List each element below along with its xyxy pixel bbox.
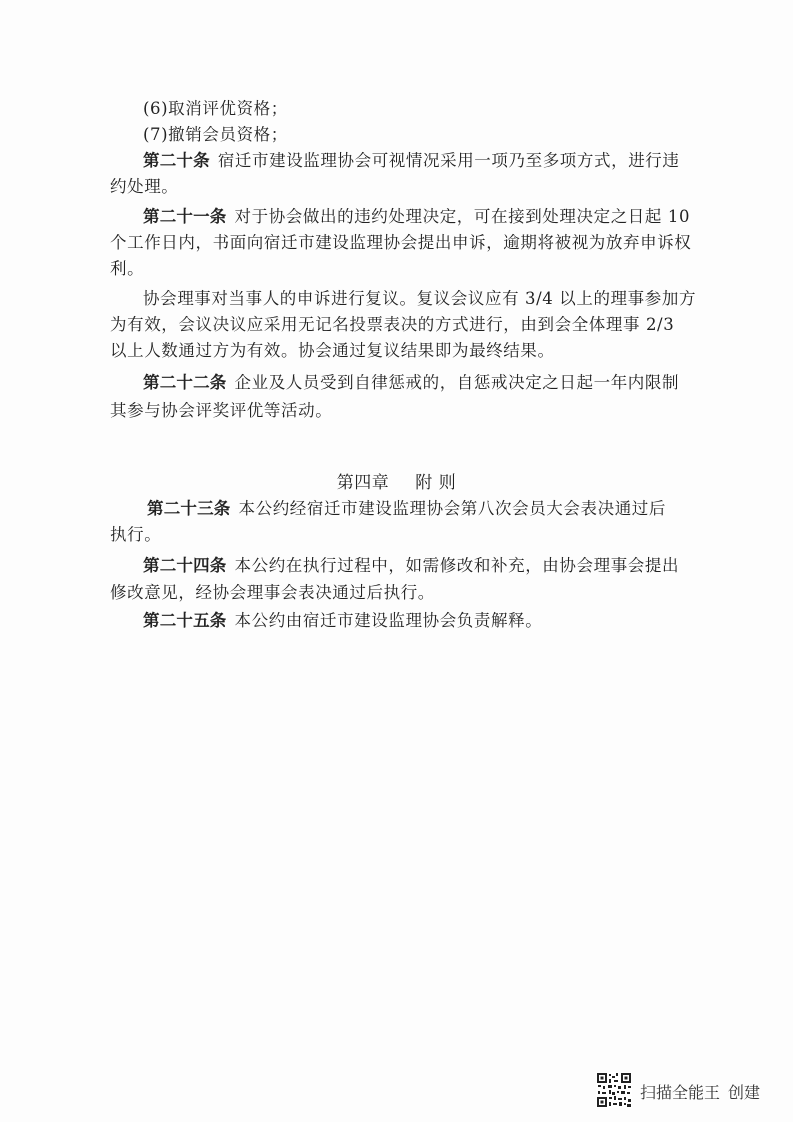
article-23-continuation (110, 522, 161, 548)
article-20-continuation (110, 174, 178, 200)
review-text-3: 以上人数通过方为有效。协会通过复议结果即为最终结果。 (110, 341, 555, 360)
watermark-action: 创建 (728, 1083, 761, 1102)
review-paragraph-line-1 (143, 286, 696, 312)
item-6-line (143, 96, 288, 122)
article-25-label: 第二十五条 (143, 611, 227, 630)
article-23-cont-text: 执行。 (110, 525, 162, 544)
review-paragraph-line-2 (110, 312, 674, 338)
watermark-label (640, 1080, 760, 1103)
article-22-label: 第二十二条 (143, 373, 227, 392)
article-23-text: 本公约经宿迁市建设监理协会第八次会员大会表决通过后 (238, 499, 666, 518)
item-6-text: (6)取消评优资格； (143, 99, 288, 118)
article-21-label: 第二十一条 (143, 207, 227, 226)
article-21-continuation-1 (110, 230, 691, 256)
article-25-text: 本公约由宿迁市建设监理协会负责解释。 (234, 611, 543, 630)
article-21-cont-text-2: 利。 (110, 259, 145, 278)
article-20-label: 第二十条 (143, 151, 210, 170)
article-23-label: 第二十三条 (147, 499, 231, 518)
article-21-continuation-2 (110, 256, 144, 282)
article-22-continuation (110, 398, 332, 424)
article-21-text: 对于协会做出的违约处理决定，可在接到处理决定之日起 10 (234, 207, 691, 226)
article-24-label: 第二十四条 (143, 556, 227, 575)
review-text-1: 协会理事对当事人的申诉进行复议。复议会议应有 3/4 以上的理事参加方 (143, 289, 697, 308)
article-21-line (143, 204, 690, 230)
article-22-line (143, 370, 679, 396)
article-20-text: 宿迁市建设监理协会可视情况采用一项乃至多项方式，进行违 (217, 151, 680, 170)
chapter-heading (0, 468, 793, 493)
qr-code-icon (596, 1072, 632, 1108)
chapter-number: 第四章 (336, 473, 390, 493)
article-20-cont-text: 约处理。 (110, 177, 179, 196)
article-24-line (143, 553, 679, 579)
article-24-text: 本公约在执行过程中，如需修改和补充，由协会理事会提出 (234, 556, 680, 575)
watermark-app-name: 扫描全能王 (640, 1083, 721, 1102)
article-24-continuation (110, 580, 435, 606)
article-22-cont-text: 其参与协会评奖评优等活动。 (110, 401, 333, 420)
article-23-line (147, 496, 666, 522)
item-7-text: (7)撤销会员资格； (143, 125, 288, 144)
article-25-line (143, 608, 542, 634)
article-20-line (143, 148, 680, 174)
review-paragraph-line-3 (110, 338, 555, 364)
review-text-2: 为有效，会议决议应采用无记名投票表决的方式进行，由到会全体理事 2/3 (110, 315, 675, 334)
article-22-text: 企业及人员受到自律惩戒的，自惩戒决定之日起一年内限制 (234, 373, 680, 392)
article-24-cont-text: 修改意见，经协会理事会表决通过后执行。 (110, 583, 435, 602)
article-21-cont-text-1: 个工作日内，书面向宿迁市建设监理协会提出申诉，逾期将被视为放弃申诉权 (110, 233, 692, 252)
chapter-name: 附 则 (415, 473, 457, 493)
scanner-watermark (596, 1072, 771, 1112)
item-7-line (143, 122, 288, 148)
